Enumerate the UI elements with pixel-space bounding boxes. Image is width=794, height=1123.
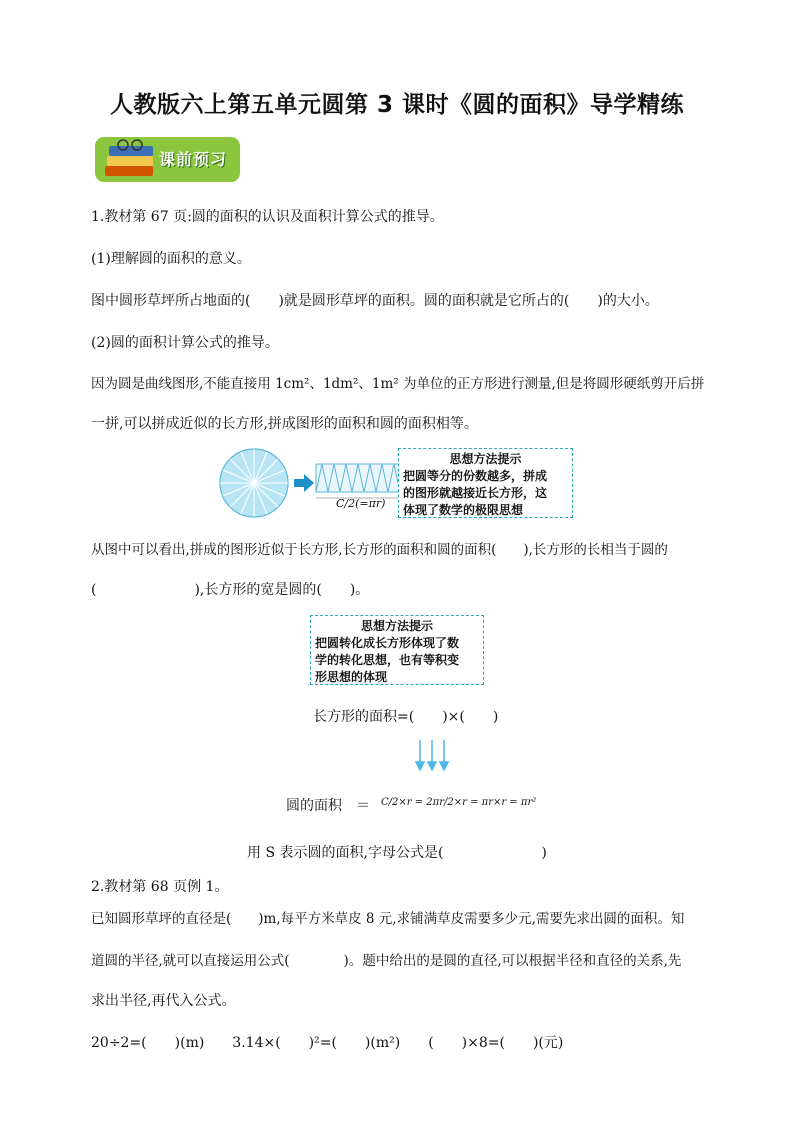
figure-length-label: C/2(=πr) <box>336 497 386 510</box>
tip-heading: 思想方法提示 <box>360 619 433 633</box>
tip-line: 体现了数学的极限思想 <box>403 503 524 517</box>
tip-box-limit <box>398 448 573 518</box>
page-title: 人教版六上第五单元圆第 3 课时《圆的面积》导学精练 <box>109 92 685 118</box>
formula-prompt: 用 S 表示圆的面积,字母公式是( ) <box>247 845 547 861</box>
q1-2-text-b: 一拼,可以拼成近似的长方形,拼成图形的面积和圆的面积相等。 <box>91 416 478 432</box>
q1-2-text-d: ( ),长方形的宽是圆的( )。 <box>91 582 370 598</box>
tip-line: 把圆转化成长方形体现了数 <box>315 636 460 650</box>
q1-heading: 1.教材第 67 页:圆的面积的认识及面积计算公式的推导。 <box>91 209 444 225</box>
q1-2-text-a: 因为圆是曲线图形,不能直接用 1cm²、1dm²、1m² 为单位的正方形进行测量,但是将圆形硬纸剪开后拼 <box>91 376 705 392</box>
q1-2-text-c: 从图中可以看出,拼成的图形近似于长方形,长方形的面积和圆的面积( ),长方形的长相当于圆的 <box>91 542 668 558</box>
tip-box-transform <box>310 615 484 685</box>
q2-text-a: 已知圆形草坪的直径是( )m,每平方米草皮 8 元,求铺满草皮需要多少元,需要先求出圆的面积。知 <box>91 911 685 927</box>
rect-area-formula: 长方形的面积=( )×( ) <box>313 709 499 725</box>
q1-2-heading: (2)圆的面积计算公式的推导。 <box>91 335 279 351</box>
q1-1-text: 图中圆形草坪所占地面的( )就是圆形草坪的面积。圆的面积就是它所占的( )的大小。 <box>91 293 659 309</box>
q2-heading: 2.教材第 68 页例 1。 <box>91 879 229 895</box>
tip-line: 学的转化思想，也有等积变 <box>315 653 460 667</box>
down-arrows-icon <box>414 738 450 772</box>
tip-line: 把圆等分的份数越多，拼成 <box>403 469 548 483</box>
books-icon <box>101 139 161 181</box>
badge-label: 课前预习 <box>159 150 228 169</box>
q2-calculation: 20÷2=( )(m) 3.14×( )²=( )(m²) ( )×8=( )(元) <box>91 1035 564 1051</box>
tip-line: 形思想的体现 <box>315 670 388 684</box>
q1-1-heading: (1)理解圆的面积的意义。 <box>91 251 251 267</box>
q2-text-c: 求出半径,再代入公式。 <box>91 993 236 1009</box>
q2-text-b: 道圆的半径,就可以直接运用公式( )。题中给出的是圆的直径,可以根据半径和直径的关系,先 <box>91 953 682 969</box>
circle-to-rectangle-figure <box>218 446 408 522</box>
section-badge <box>95 137 240 182</box>
tip-heading: 思想方法提示 <box>449 452 522 466</box>
circle-area-label: 圆的面积 ＝ <box>286 798 370 814</box>
circle-area-derivation: C/2×r = 2πr/2×r = πr×r = πr² <box>381 797 537 808</box>
tip-line: 的图形就越接近长方形，这 <box>403 486 548 500</box>
